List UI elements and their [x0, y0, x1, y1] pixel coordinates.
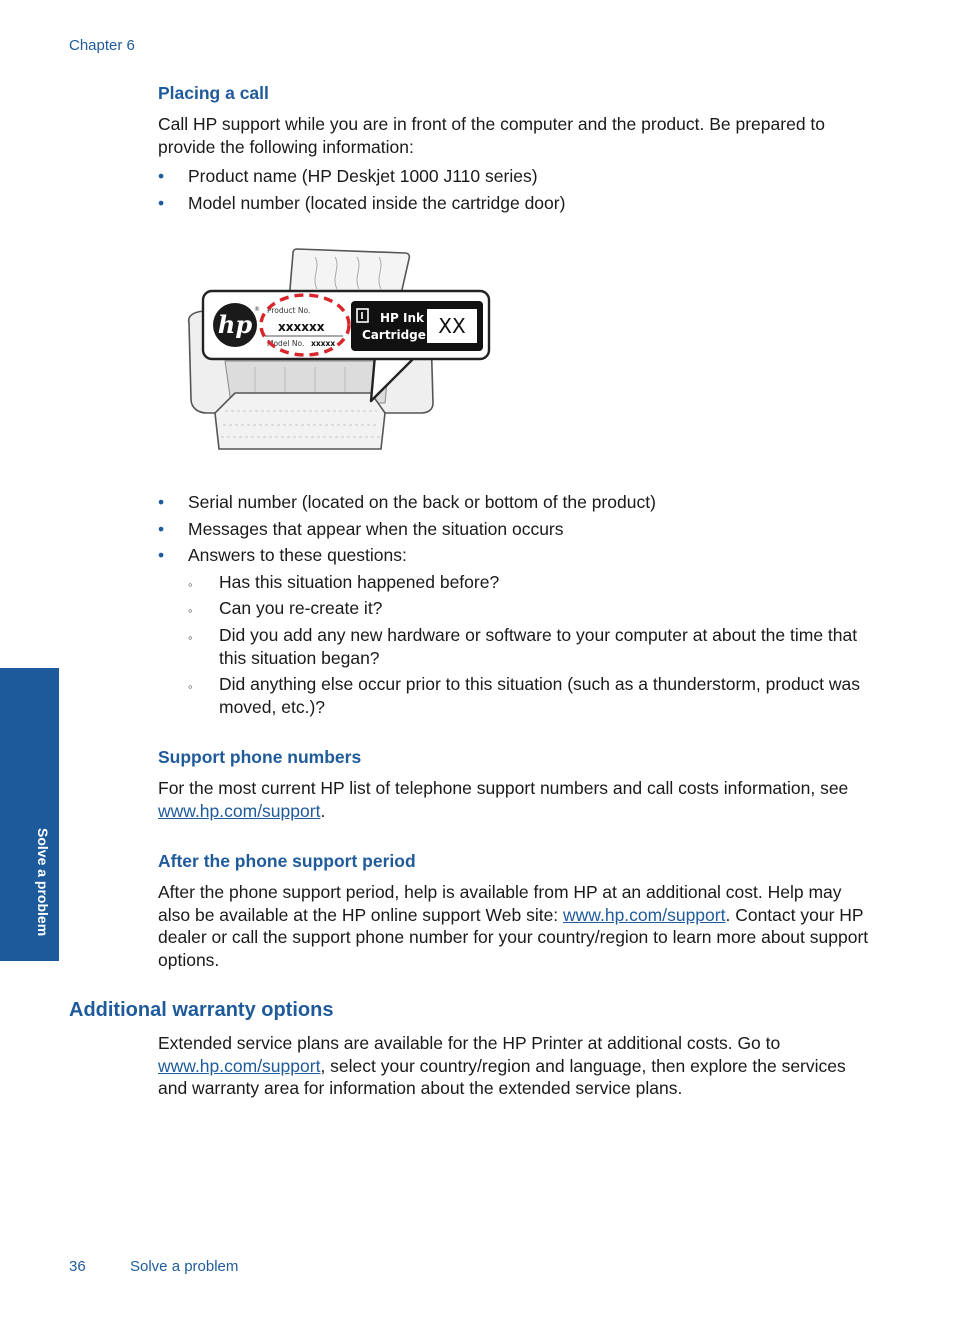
support-link[interactable]: www.hp.com/support [563, 904, 726, 925]
bullet-marker: • [158, 519, 165, 539]
support-numbers-paragraph: For the most current HP list of telephone support numbers and call costs information, see www.hp.com/support. [158, 778, 849, 821]
heading-support-phone-numbers: Support phone numbers [158, 747, 362, 767]
list-item-text: Messages that appear when the situation occurs [188, 519, 564, 539]
side-tab-label: Solve a problem [35, 828, 51, 937]
list-item-text: Model number (located inside the cartridge door) [188, 193, 566, 213]
sub-list-item-text: Did anything else occur prior to this situation (such as a thunderstorm, product was moved, etc.)? [219, 674, 861, 717]
bullet-marker: • [158, 166, 165, 186]
svg-text:Product No.: Product No. [267, 306, 311, 315]
warranty-paragraph: Extended service plans are available for the HP Printer at additional costs. Go to www.hp.com/support, select your country/region and language, then explore the services and warranty area for information about the extended service plans. [158, 1033, 846, 1098]
sub-list-item-text: Has this situation happened before? [219, 572, 500, 592]
sub-bullet-marker: ◦ [188, 603, 193, 618]
side-tab [0, 668, 59, 961]
svg-text:Cartridge: Cartridge [362, 328, 426, 342]
placing-call-intro: Call HP support while you are in front of the computer and the product. Be prepared to provide the following information: [158, 114, 826, 157]
heading-placing-a-call: Placing a call [158, 83, 269, 103]
footer-section-title: Solve a problem [130, 1258, 239, 1275]
chapter-header: Chapter 6 [69, 37, 135, 54]
bullet-marker: • [158, 545, 165, 565]
svg-text:xxxxx: xxxxx [311, 339, 336, 348]
sub-list-item-text: Did you add any new hardware or software to your computer at about the time that this situation began? [219, 625, 858, 668]
after-period-paragraph: After the phone support period, help is available from HP at an additional cost. Help may also be available at the HP online support Web site: www.hp.com/support. Contact your HP dealer or call the support phone number for your country/region to learn more about support options. [158, 882, 869, 970]
svg-text:hp: hp [217, 310, 253, 339]
svg-text:XX: XX [438, 314, 466, 338]
list-item-text: Serial number (located on the back or bottom of the product) [188, 492, 656, 512]
support-link[interactable]: www.hp.com/support [158, 1055, 321, 1076]
list-item-text: Product name (HP Deskjet 1000 J110 series) [188, 166, 538, 186]
heading-after-phone-support-period: After the phone support period [158, 851, 416, 871]
page-number: 36 [69, 1258, 86, 1275]
heading-additional-warranty-options: Additional warranty options [69, 999, 334, 1021]
sub-list-item-text: Can you re-create it? [219, 598, 383, 618]
support-link[interactable]: www.hp.com/support [158, 800, 321, 821]
svg-text:®: ® [254, 306, 260, 313]
svg-text:Model No.: Model No. [267, 339, 305, 348]
sub-bullet-marker: ◦ [188, 630, 193, 645]
svg-text:xxxxxx: xxxxxx [278, 320, 325, 334]
svg-text:HP Ink: HP Ink [380, 311, 425, 325]
printer-model-number-figure [185, 243, 495, 455]
sub-bullet-marker: ◦ [188, 577, 193, 592]
list-item-text: Answers to these questions: [188, 545, 407, 565]
sub-bullet-marker: ◦ [188, 679, 193, 694]
bullet-marker: • [158, 492, 165, 512]
bullet-marker: • [158, 193, 165, 213]
